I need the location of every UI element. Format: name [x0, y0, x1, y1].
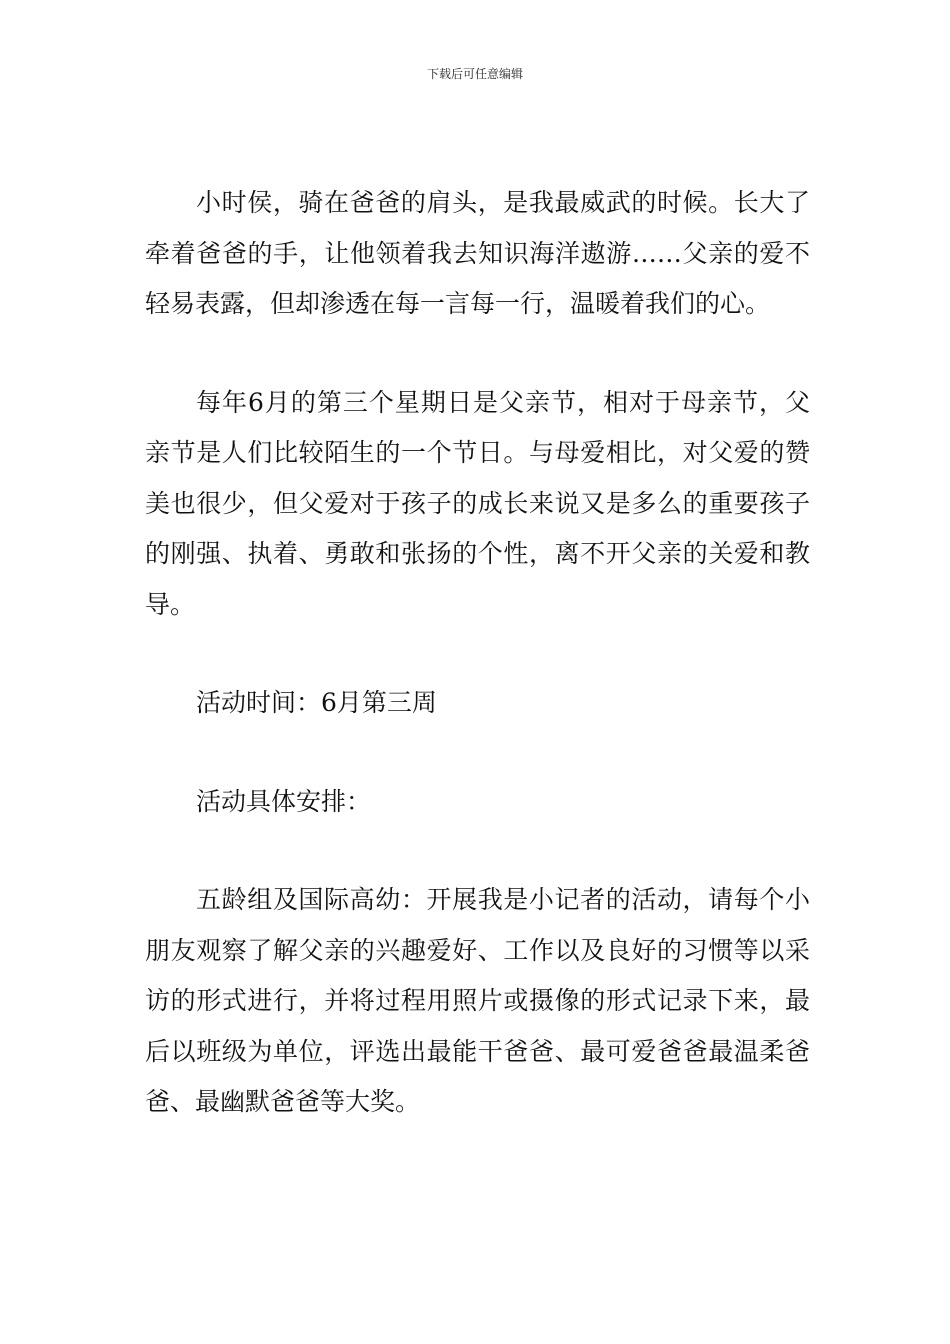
paragraph-activity-time: 活动时间：6月第三周 [196, 688, 437, 717]
page-header: 下载后可任意编辑 [426, 67, 523, 81]
paragraph-intro: 小时侯，骑在爸爸的肩头，是我最威武的时候。长大了牵着爸爸的手，让他领着我去知识海洋遨游……父亲的爱不轻易表露，但却渗透在每一言每一行，温暖着我们的心。 [145, 188, 810, 318]
paragraph-fathers-day: 每年6月的第三个星期日是父亲节，相对于母亲节，父亲节是人们比较陌生的一个节日。与母爱相比，对父爱的赞美也很少，但父爱对于孩子的成长来说又是多么的重要孩子的刚强、执着、勇敢和张扬的个性，离不开父亲的关爱和教导。 [145, 387, 810, 619]
document-body [145, 178, 810, 1128]
paragraph-activity-arrangement: 活动具体安排： [196, 786, 372, 816]
paragraph-reporter-activity: 五龄组及国际高幼：开展我是小记者的活动，请每个小朋友观察了解父亲的兴趣爱好、工作以及良好的习惯等以采访的形式进行，并将过程用照片或摄像的形式记录下来，最后以班级为单位，评选出最能干爸爸、最可爱爸爸最温柔爸爸、最幽默爸爸等大奖。 [145, 885, 810, 1116]
